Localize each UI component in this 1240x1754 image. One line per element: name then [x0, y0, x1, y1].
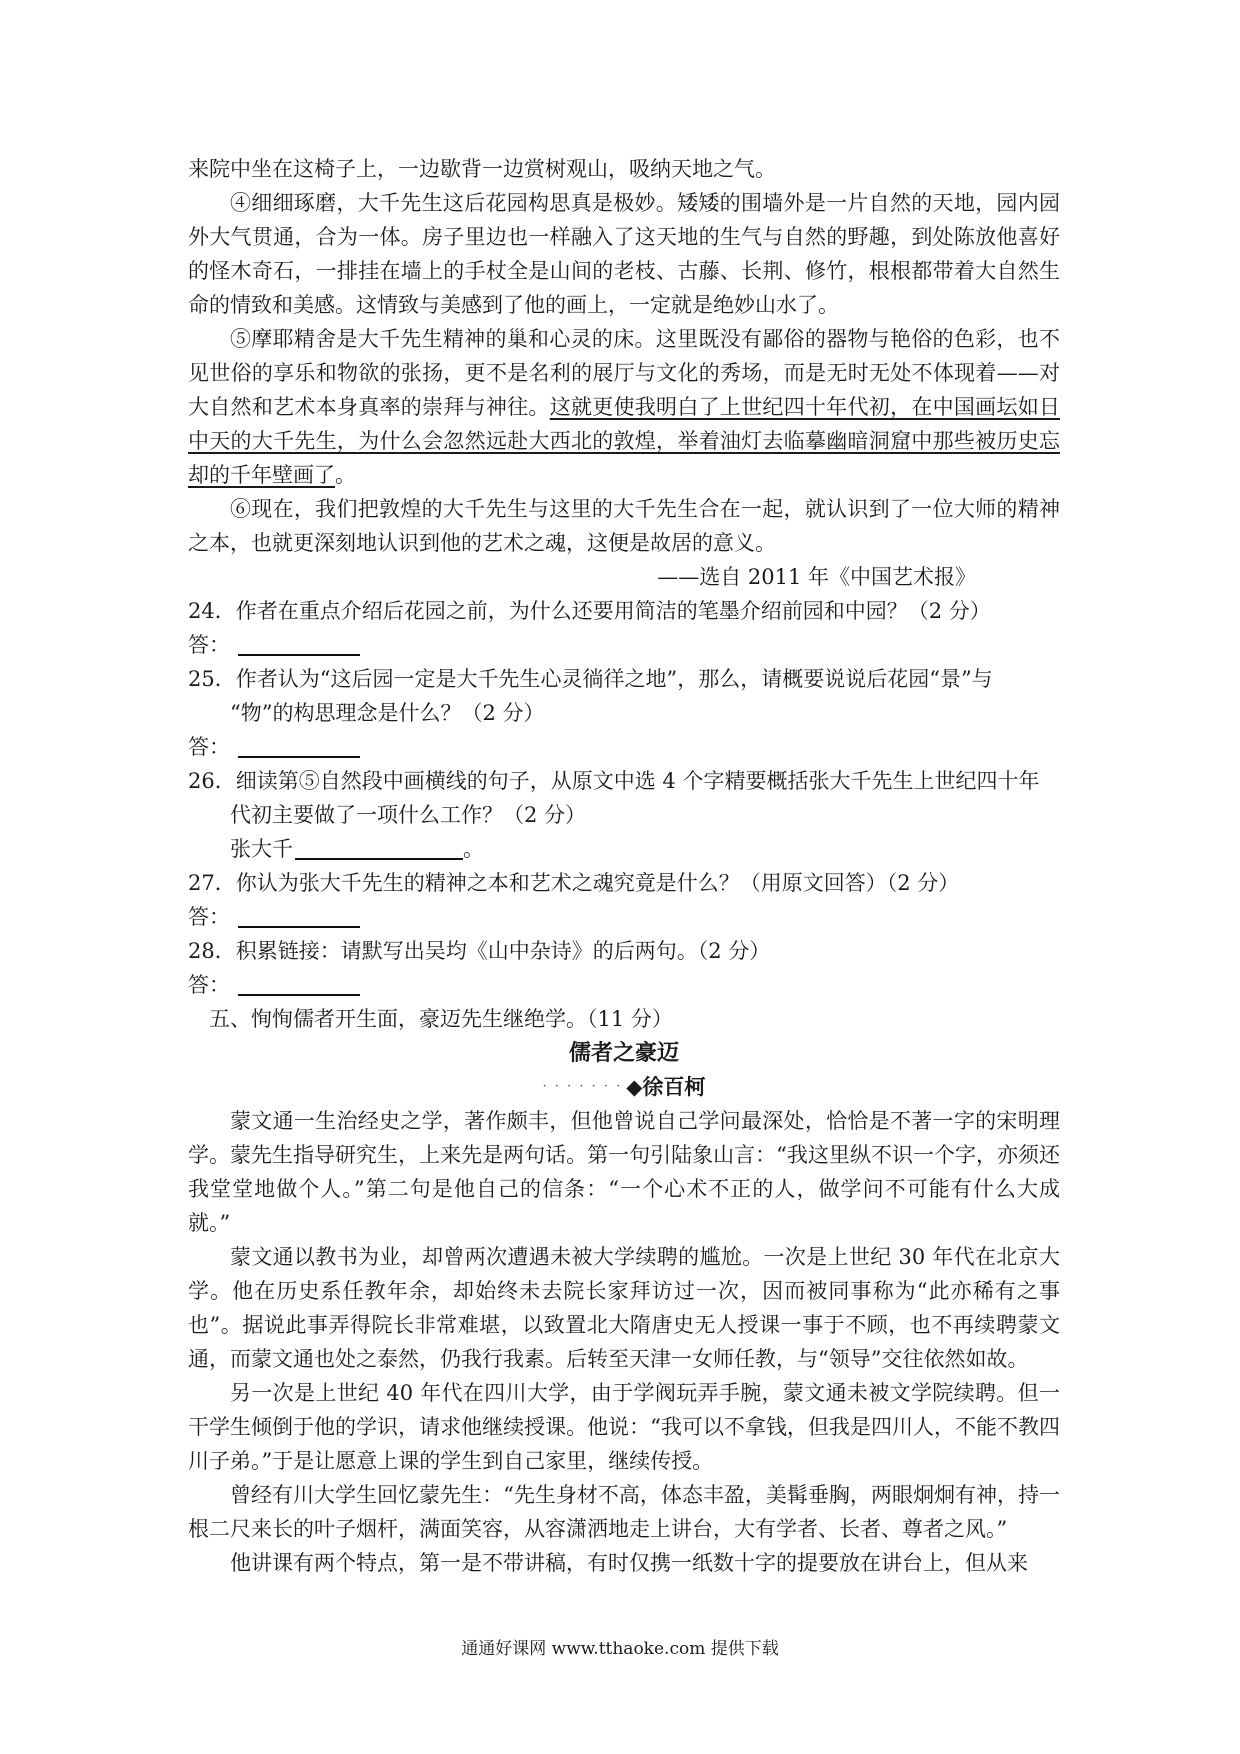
section-heading: 五、恂恂儒者开生面，豪迈先生继绝学。（11 分） — [209, 1007, 673, 1031]
article-byline — [188, 1070, 1060, 1104]
article2-paragraph-3: 另一次是上世纪 40 年代在四川大学，由于学阀玩弄手腕，蒙文通未被文学院续聘。但一干学生倾倒于他的学识，请求他继续授课。他说：“我可以不拿钱，但我是四川人，不能不教四川子弟。”于是让愿意上课的学生到自己家里，继续传授。 — [188, 1381, 1060, 1473]
paragraph-3-tail: 来院中坐在这椅子上，一边歇背一边赏树观山，吸纳天地之气。 — [188, 157, 776, 181]
answer-label: 答： — [188, 905, 230, 929]
paragraph-5-plain: ⑤摩耶精舍是大千先生精神的巢和心灵的床。这里既没有鄙俗的器物与艳俗的色彩，也不见世俗的享乐和物欲的张扬，更不是名利的展厅与文化的秀场，而是无时无处不体现着——对大自然和艺术本身真率的崇拜与神往。 — [188, 327, 1060, 419]
question-26 — [188, 764, 1060, 832]
answer-26 — [188, 832, 1060, 866]
answer-prefix: 张大千 — [230, 837, 293, 861]
question-number: 28． — [188, 939, 236, 963]
question-27 — [188, 866, 1060, 900]
question-28 — [188, 934, 1060, 968]
answer-blank[interactable] — [238, 734, 360, 758]
paragraph-4: ④细细琢磨，大千先生这后花园构思真是极妙。矮矮的围墙外是一片自然的天地，园内园外大气贯通，合为一体。房子里边也一样融入了这天地的生气与自然的野趣，到处陈放他喜好的怪木奇石，一排挂在墙上的手杖全是山间的老枝、古藤、长荆、修竹，根根都带着大自然生命的情致和美感。这情致与美感到了他的画上，一定就是绝妙山水了。 — [188, 191, 1060, 317]
author-name: ◆徐百柯 — [626, 1074, 706, 1099]
question-number: 26． — [188, 769, 236, 793]
article-body — [188, 152, 1060, 1580]
question-text: 你认为张大千先生的精神之本和艺术之魂究竟是什么？（用原文回答）（2 分） — [235, 871, 960, 895]
question-text-continued: 代初主要做了一项什么工作？（2 分） — [230, 803, 587, 827]
question-number: 27． — [188, 871, 236, 895]
answer-28 — [188, 968, 1060, 1002]
article-source: ——选自 2011 年《中国艺术报》 — [657, 565, 976, 589]
answer-25 — [188, 730, 1060, 764]
question-number: 24． — [188, 599, 236, 623]
answer-suffix: 。 — [463, 837, 484, 861]
article2-paragraph-2: 蒙文通以教书为业，却曾两次遭遇未被大学续聘的尴尬。一次是上世纪 30 年代在北京大学。他在历史系任教年余，却始终未去院长家拜访过一次，因而被同事称为“此亦稀有之事也”。据说此事弄得院长非常难堪，以致置北大隋唐史无人授课一事于不顾，也不再续聘蒙文通，而蒙文通也处之泰然，仍我行我素。后转至天津一女师任教，与“领导”交往依然如故。 — [188, 1245, 1060, 1371]
answer-blank[interactable] — [238, 904, 360, 928]
question-25 — [188, 662, 1060, 730]
answer-label: 答： — [188, 633, 230, 657]
article2-paragraph-4: 曾经有川大学生回忆蒙先生：“先生身材不高，体态丰盈，美髯垂胸，两眼炯炯有神，持一根二尺来长的叶子烟杆，满面笑容，从容潇洒地走上讲台，大有学者、长者、尊者之风。” — [188, 1483, 1060, 1541]
paragraph-6: ⑥现在，我们把敦煌的大千先生与这里的大千先生合在一起，就认识到了一位大师的精神之本，也就更深刻地认识到他的艺术之魂，这便是故居的意义。 — [188, 497, 1060, 555]
byline-dots: · · · · · · · — [542, 1079, 623, 1094]
answer-label: 答： — [188, 973, 230, 997]
question-text: 作者认为“这后园一定是大千先生心灵徜徉之地”，那么，请概要说说后花园“景”与 — [235, 667, 993, 691]
answer-label: 答： — [188, 735, 230, 759]
answer-27 — [188, 900, 1060, 934]
question-number: 25． — [188, 667, 236, 691]
question-text-continued: “物”的构思理念是什么？（2 分） — [230, 701, 545, 725]
article-title: 儒者之豪迈 — [568, 1040, 679, 1066]
article2-paragraph-1: 蒙文通一生治经史之学，著作颇丰，但他曾说自己学问最深处，恰恰是不著一字的宋明理学。蒙先生指导研究生，上来先是两句话。第一句引陆象山言：“我这里纵不识一个字，亦须还我堂堂地做个人。”第二句是他自己的信条：“一个心术不正的人，做学问不可能有什么大成就。” — [188, 1109, 1060, 1235]
answer-blank[interactable] — [238, 972, 360, 996]
paragraph-5 — [188, 322, 1060, 492]
question-24 — [188, 594, 1060, 628]
answer-blank[interactable] — [238, 632, 360, 656]
answer-24 — [188, 628, 1060, 662]
answer-blank[interactable] — [295, 836, 463, 860]
paragraph-5-end: 。 — [335, 463, 356, 487]
article2-paragraph-5: 他讲课有两个特点，第一是不带讲稿，有时仅携一纸数十字的提要放在讲台上，但从来 — [230, 1551, 1028, 1575]
question-text: 细读第⑤自然段中画横线的句子，从原文中选 4 个字精要概括张大千先生上世纪四十年 — [235, 769, 1040, 793]
page-footer: 通通好课网 www.tthaoke.com 提供下载 — [461, 1639, 779, 1659]
question-text: 积累链接：请默写出吴均《山中杂诗》的后两句。（2 分） — [235, 939, 771, 963]
question-text: 作者在重点介绍后花园之前，为什么还要用简洁的笔墨介绍前园和中园？（2 分） — [235, 599, 991, 623]
underlined-sentence: 这就更使我明白了上世纪四十年代初，在中国画坛如日中天的大千先生，为什么会忽然远赴大西北的敦煌，举着油灯去临摹幽暗洞窟中那些被历史忘却的千年壁画了 — [188, 395, 1061, 487]
